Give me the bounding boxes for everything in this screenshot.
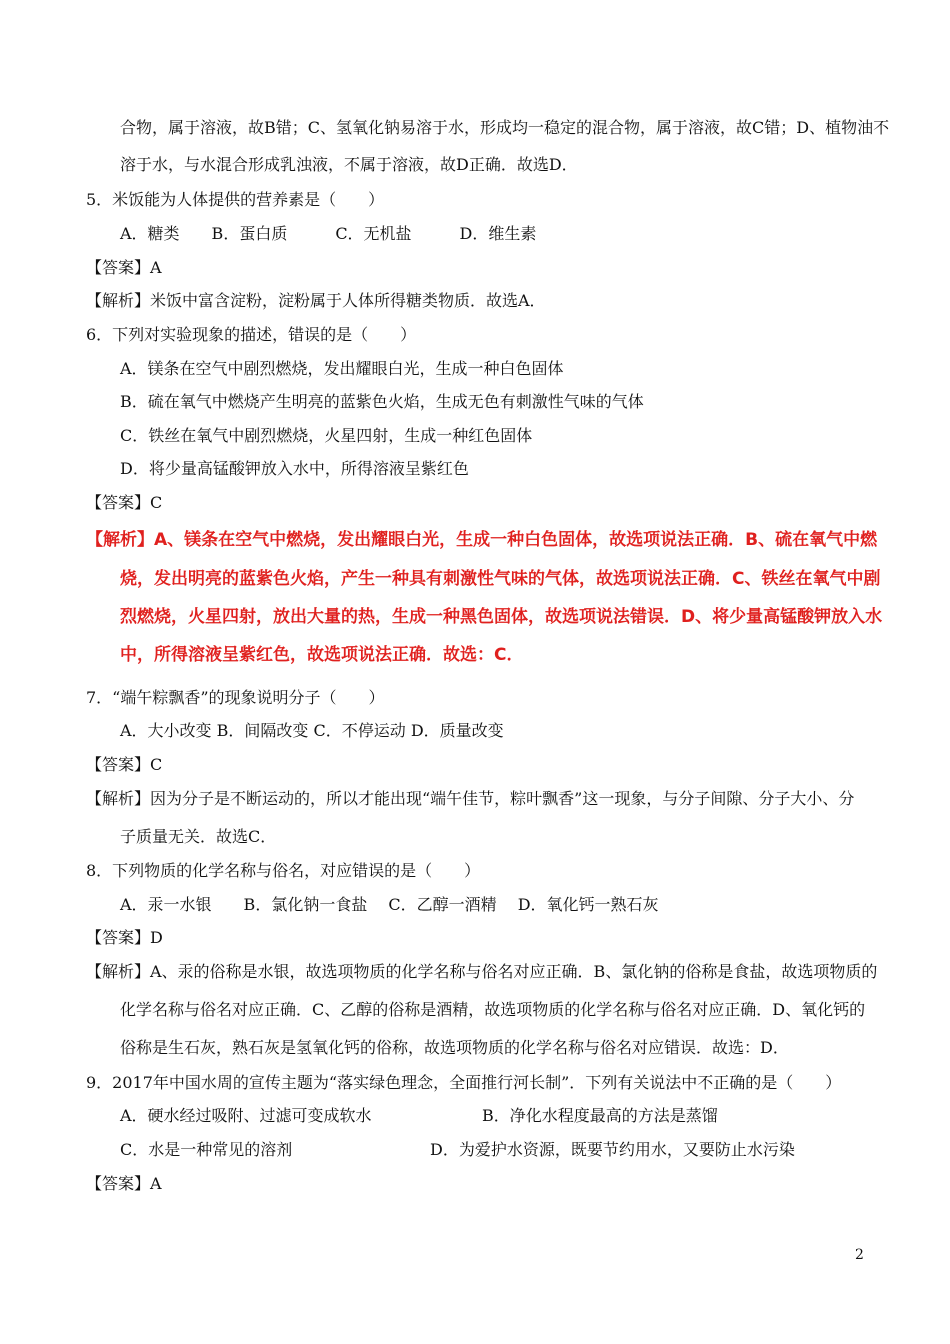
- question-9-answer: 【答案】A: [86, 1174, 162, 1193]
- question-8-analysis-line-1: 【解析】A、汞的俗称是水银，故选项物质的化学名称与俗名对应正确．B、氯化钠的俗称是食盐，故选项物质的: [86, 962, 878, 981]
- question-6-analysis-line-2: 烧，发出明亮的蓝紫色火焰，产生一种具有刺激性气味的气体，故选项说法正确．C、铁丝在氧气中剧: [120, 569, 881, 589]
- analysis-continuation-line-1: 合物，属于溶液，故B错；C、氢氧化钠易溶于水，形成均一稳定的混合物，属于溶液，故C错；D、植物油不: [120, 118, 890, 137]
- question-8-analysis-line-2: 化学名称与俗名对应正确．C、乙醇的俗称是酒精，故选项物质的化学名称与俗名对应正确．D、氧化钙的: [120, 1000, 866, 1019]
- question-9-option-d: D．为爱护水资源，既要节约用水，又要防止水污染: [430, 1140, 795, 1159]
- question-5-options: A．糖类 B．蛋白质 C．无机盐 D．维生素: [120, 224, 537, 243]
- page-number: 2: [855, 1247, 864, 1263]
- question-9-option-b: B．净化水程度最高的方法是蒸馏: [482, 1106, 718, 1125]
- question-6-option-d: D．将少量高锰酸钾放入水中，所得溶液呈紫红色: [120, 459, 469, 478]
- question-5-stem: 5．米饭能为人体提供的营养素是（ ）: [86, 190, 385, 209]
- question-6-option-b: B．硫在氧气中燃烧产生明亮的蓝紫色火焰，生成无色有刺激性气味的气体: [120, 392, 644, 411]
- question-8-stem: 8．下列物质的化学名称与俗名，对应错误的是（ ）: [86, 861, 481, 880]
- question-7-answer: 【答案】C: [86, 755, 163, 774]
- question-6-analysis-line-4: 中，所得溶液呈紫红色，故选项说法正确．故选：C．: [120, 645, 524, 665]
- question-9-stem: 9．2017年中国水周的宣传主题为“落实绿色理念，全面推行河长制”．下列有关说法中不正确的是（ ）: [86, 1073, 842, 1092]
- question-5-analysis: 【解析】米饭中富含淀粉，淀粉属于人体所得糖类物质．故选A．: [86, 291, 546, 310]
- question-7-analysis-line-2: 子质量无关．故选C．: [120, 827, 277, 846]
- question-6-analysis-line-1: 【解析】A、镁条在空气中燃烧，发出耀眼白光，生成一种白色固体，故选项说法正确．B、硫在氧气中燃: [86, 530, 878, 550]
- question-7-stem: 7．“端午粽飘香”的现象说明分子（ ）: [86, 688, 385, 707]
- question-8-answer: 【答案】D: [86, 928, 163, 947]
- question-6-analysis-line-3: 烈燃烧，火星四射，放出大量的热，生成一种黑色固体，故选项说法错误．D、将少量高锰酸钾放入水: [120, 607, 883, 627]
- question-6-answer: 【答案】C: [86, 493, 163, 512]
- question-6-option-c: C．铁丝在氧气中剧烈燃烧，火星四射，生成一种红色固体: [120, 426, 533, 445]
- question-8-options: A．汞一水银 B．氯化钠一食盐 C．乙醇一酒精 D．氧化钙一熟石灰: [120, 895, 659, 914]
- question-6-option-a: A．镁条在空气中剧烈燃烧，发出耀眼白光，生成一种白色固体: [120, 359, 564, 378]
- question-8-analysis-line-3: 俗称是生石灰，熟石灰是氢氧化钙的俗称，故选项物质的化学名称与俗名对应错误．故选：D．: [120, 1038, 789, 1057]
- question-6-stem: 6．下列对实验现象的描述，错误的是（ ）: [86, 325, 417, 344]
- analysis-continuation-line-2: 溶于水，与水混合形成乳浊液，不属于溶液，故D正确．故选D．: [120, 155, 578, 174]
- question-7-options: A．大小改变 B．间隔改变 C．不停运动 D．质量改变: [120, 721, 504, 740]
- question-9-option-c: C．水是一种常见的溶剂: [120, 1140, 293, 1159]
- question-5-answer: 【答案】A: [86, 258, 162, 277]
- question-7-analysis-line-1: 【解析】因为分子是不断运动的，所以才能出现“端午佳节，粽叶飘香”这一现象，与分子间隙、分子大小、分: [86, 789, 855, 808]
- question-9-option-a: A．硬水经过吸附、过滤可变成软水: [120, 1106, 372, 1125]
